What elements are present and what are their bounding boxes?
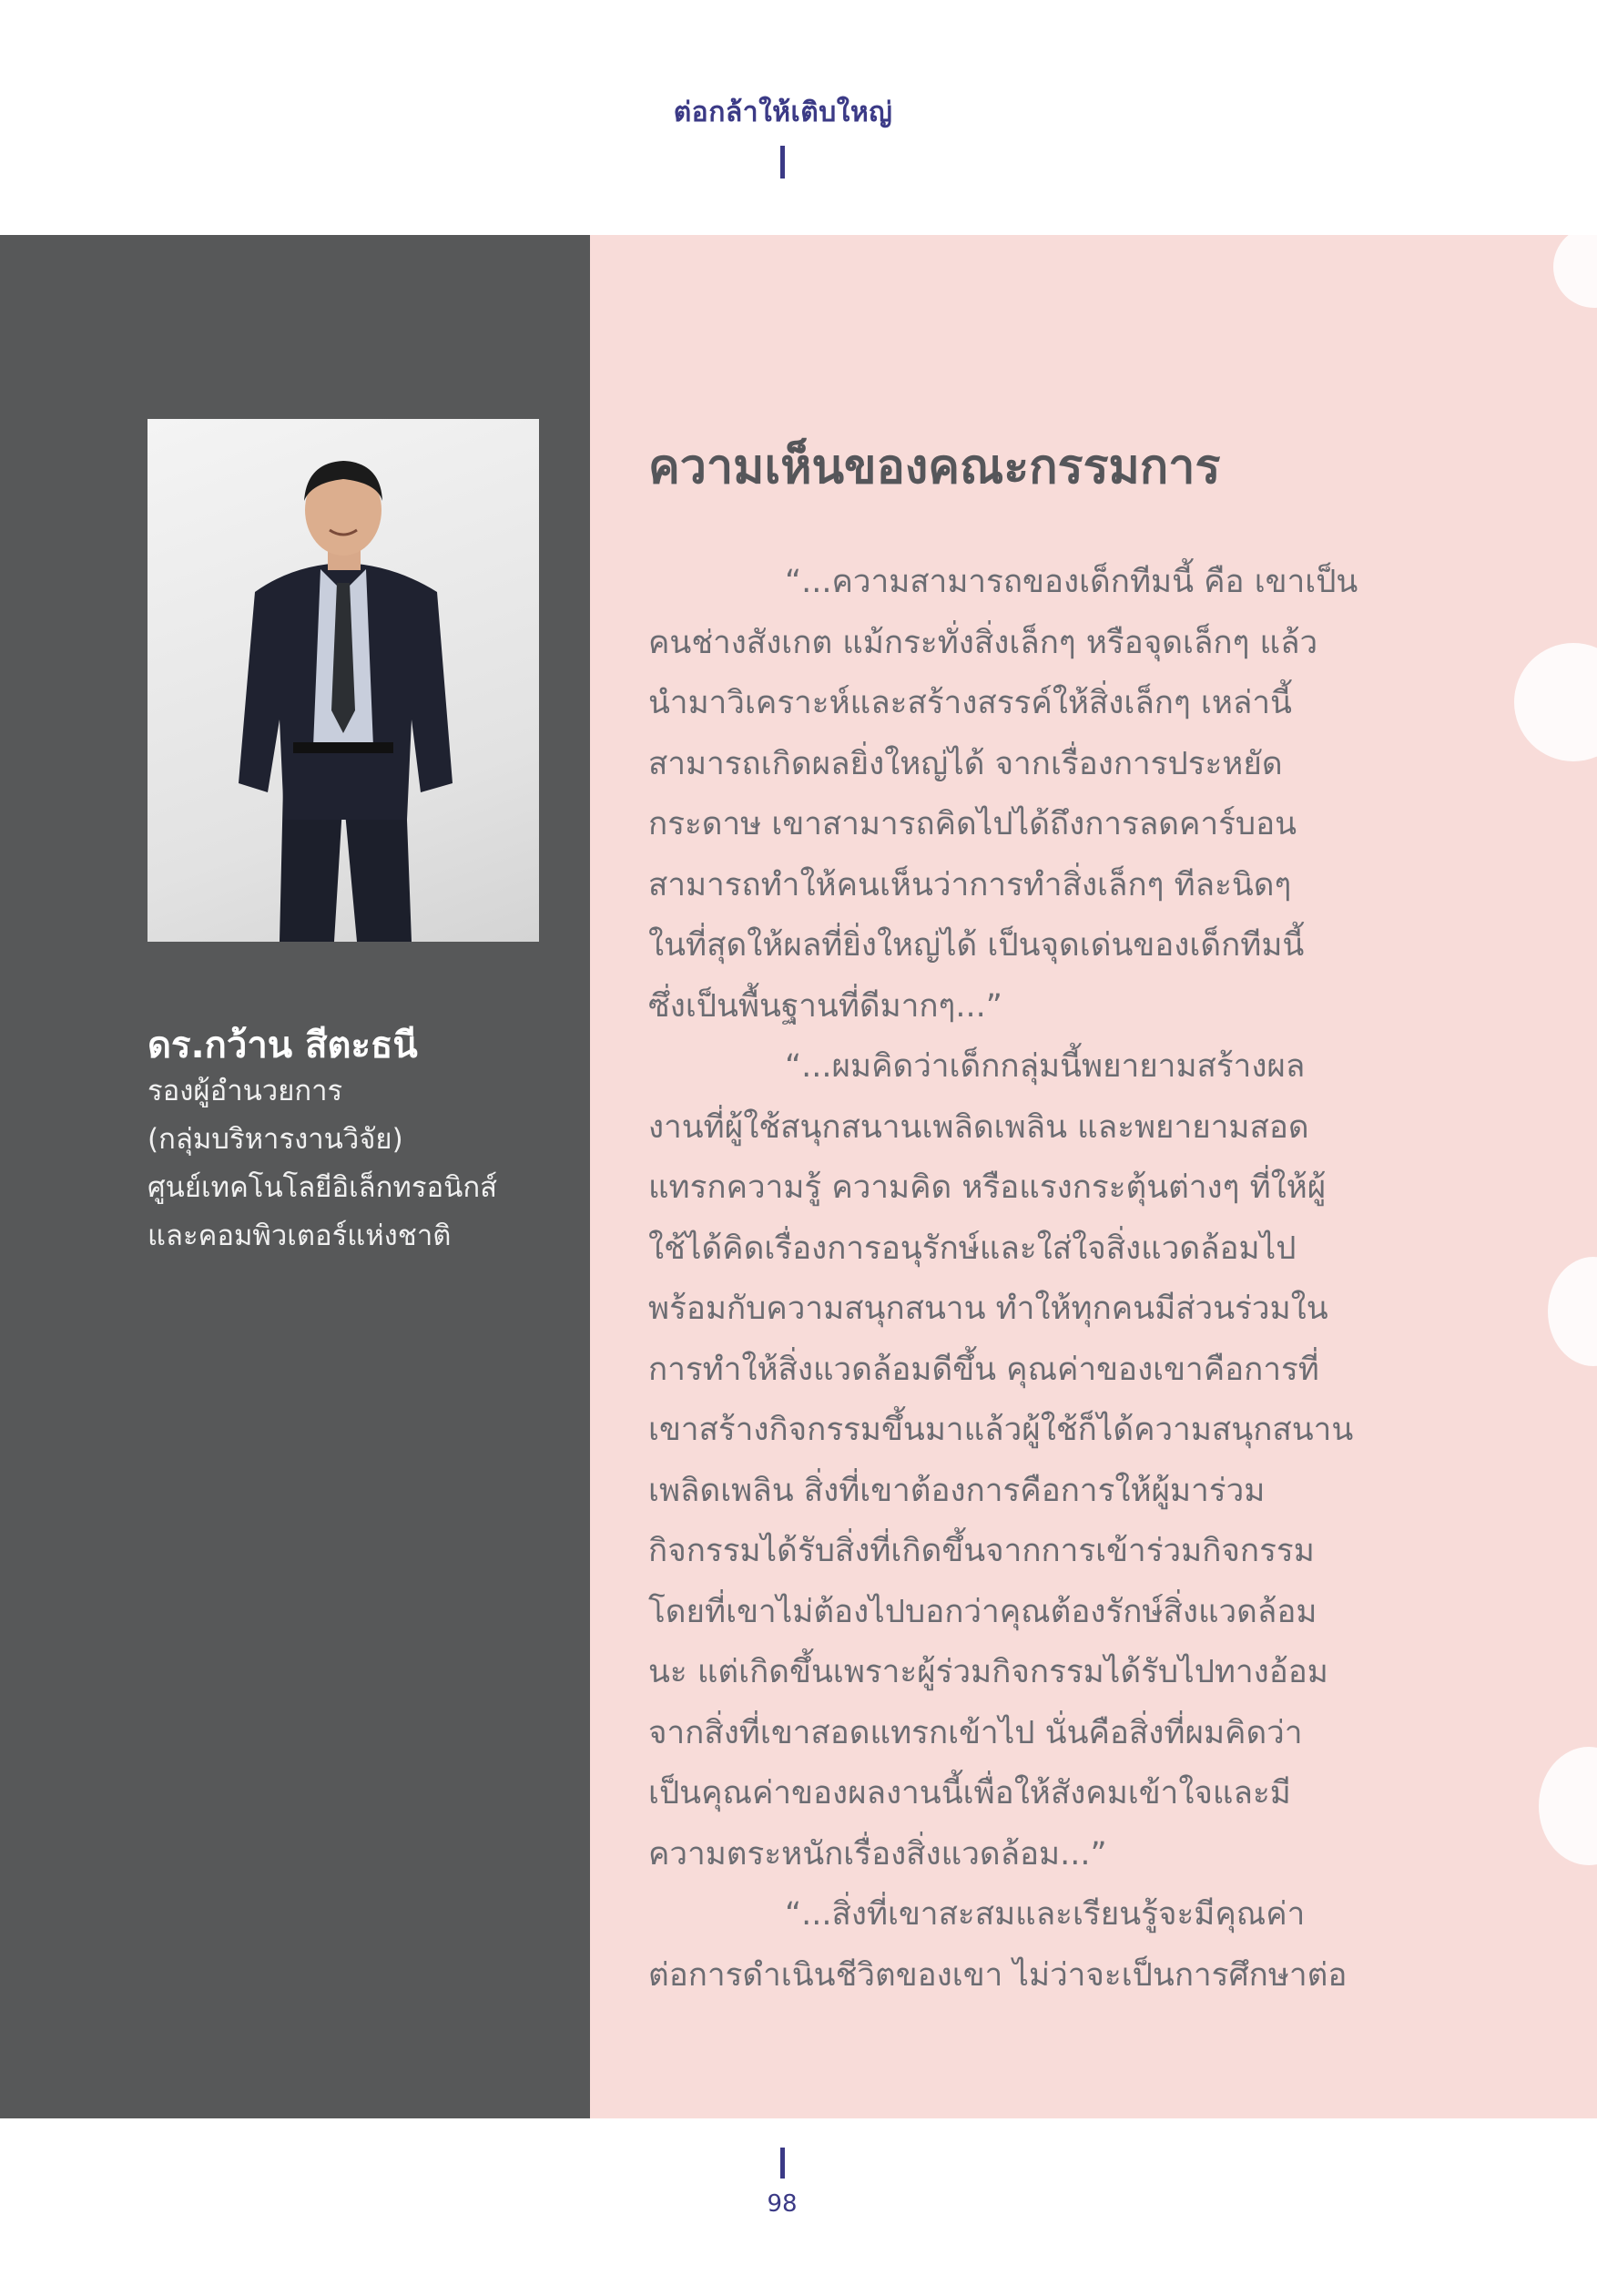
running-header: ต่อกล้าให้เติบใหญ่ (673, 97, 893, 128)
text-line: ความตระหนักเรื่องสิ่งแวดล้อม...” (648, 1835, 1107, 1873)
text-line: การทำให้สิ่งแวดล้อมดีขึ้น คุณค่าของเขาคือการที่ (648, 1351, 1319, 1388)
person-role (147, 1067, 575, 1260)
text-line: งานที่ผู้ใช้สนุกสนานเพลิดเพลิน และพยายามสอด (648, 1108, 1309, 1146)
text-line: สามารถทำให้คนเห็นว่าการทำสิ่งเล็กๆ ทีละนิดๆ (648, 866, 1292, 903)
text-line: ในที่สุดให้ผลที่ยิ่งใหญ่ได้ เป็นจุดเด่นของเด็กทีมนี้ (648, 927, 1305, 964)
text-line: จากสิ่งที่เขาสอดแทรกเข้าไป นั่นคือสิ่งที่ผมคิดว่า (648, 1714, 1303, 1751)
text-line: สามารถเกิดผลยิ่งใหญ่ได้ จากเรื่องการประหยัด (648, 745, 1283, 782)
text-line: ต่อการดำเนินชีวิตของเขา ไม่ว่าจะเป็นการศึกษาต่อ (648, 1956, 1348, 1994)
text-line: “...สิ่งที่เขาสะสมและเรียนรู้จะมีคุณค่า (785, 1896, 1306, 1933)
role-line: รองผู้อำนวยการ (147, 1075, 343, 1107)
globe-icon (1539, 1747, 1597, 1865)
text-line: “...ความสามารถของเด็กทีมนี้ คือ เขาเป็น (785, 564, 1358, 600)
text-line: “...ผมคิดว่าเด็กกลุ่มนี้พยายามสร้างผล (785, 1048, 1306, 1085)
globe-icon (1548, 1257, 1597, 1366)
person-figure (147, 419, 539, 942)
globe-icon (1514, 643, 1597, 761)
section-title: ความเห็นของคณะกรรมการ (648, 440, 1221, 495)
text-line: นะ แต่เกิดขึ้นเพราะผู้ร่วมกิจกรรมได้รับไปทางอ้อม (648, 1654, 1328, 1690)
portrait-photo (147, 419, 539, 942)
role-line: (กลุ่มบริหารงานวิจัย) (147, 1123, 403, 1156)
text-line: ใช้ได้คิดเรื่องการอนุรักษ์และใส่ใจสิ่งแวดล้อมไป (648, 1230, 1297, 1267)
role-line: ศูนย์เทคโนโลยีอิเล็กทรอนิกส์ (147, 1171, 498, 1204)
text-line: เพลิดเพลิน สิ่งที่เขาต้องการคือการให้ผู้มาร่วม (648, 1472, 1266, 1509)
text-line: เขาสร้างกิจกรรมขึ้นมาแล้วผู้ใช้ก็ได้ความสนุกสนาน (648, 1412, 1354, 1448)
text-line: เป็นคุณค่าของผลงานนี้เพื่อให้สังคมเข้าใจและมี (648, 1775, 1291, 1811)
text-line: ซึ่งเป็นพื้นฐานที่ดีมากๆ...” (648, 987, 1002, 1025)
text-line: กิจกรรมได้รับสิ่งที่เกิดขึ้นจากการเข้าร่วมกิจกรรม (648, 1533, 1315, 1569)
globe-icon (1553, 235, 1597, 308)
person-name: ดร.กว้าน สีตะธนี (147, 1025, 418, 1066)
text-line: คนช่างสังเกต แม้กระทั่งสิ่งเล็กๆ หรือจุดเล็กๆ แล้ว (648, 624, 1318, 661)
text-line: โดยที่เขาไม่ต้องไปบอกว่าคุณต้องรักษ์สิ่งแวดล้อม (648, 1593, 1317, 1630)
header-divider-tick (780, 146, 785, 179)
text-line: กระดาษ เขาสามารถคิดไปได้ถึงการลดคาร์บอน (648, 806, 1297, 842)
page-number: 98 (767, 2190, 798, 2218)
footer-divider-tick (780, 2148, 785, 2179)
text-line: นำมาวิเคราะห์และสร้างสรรค์ให้สิ่งเล็กๆ เหล่านี้ (648, 685, 1292, 721)
committee-comments (648, 552, 1413, 2005)
role-line: และคอมพิวเตอร์แห่งชาติ (147, 1219, 452, 1252)
text-line: แทรกความรู้ ความคิด หรือแรงกระตุ้นต่างๆ ที่ให้ผู้ (648, 1169, 1327, 1206)
text-line: พร้อมกับความสนุกสนาน ทำให้ทุกคนมีส่วนร่วมใน (648, 1291, 1328, 1327)
